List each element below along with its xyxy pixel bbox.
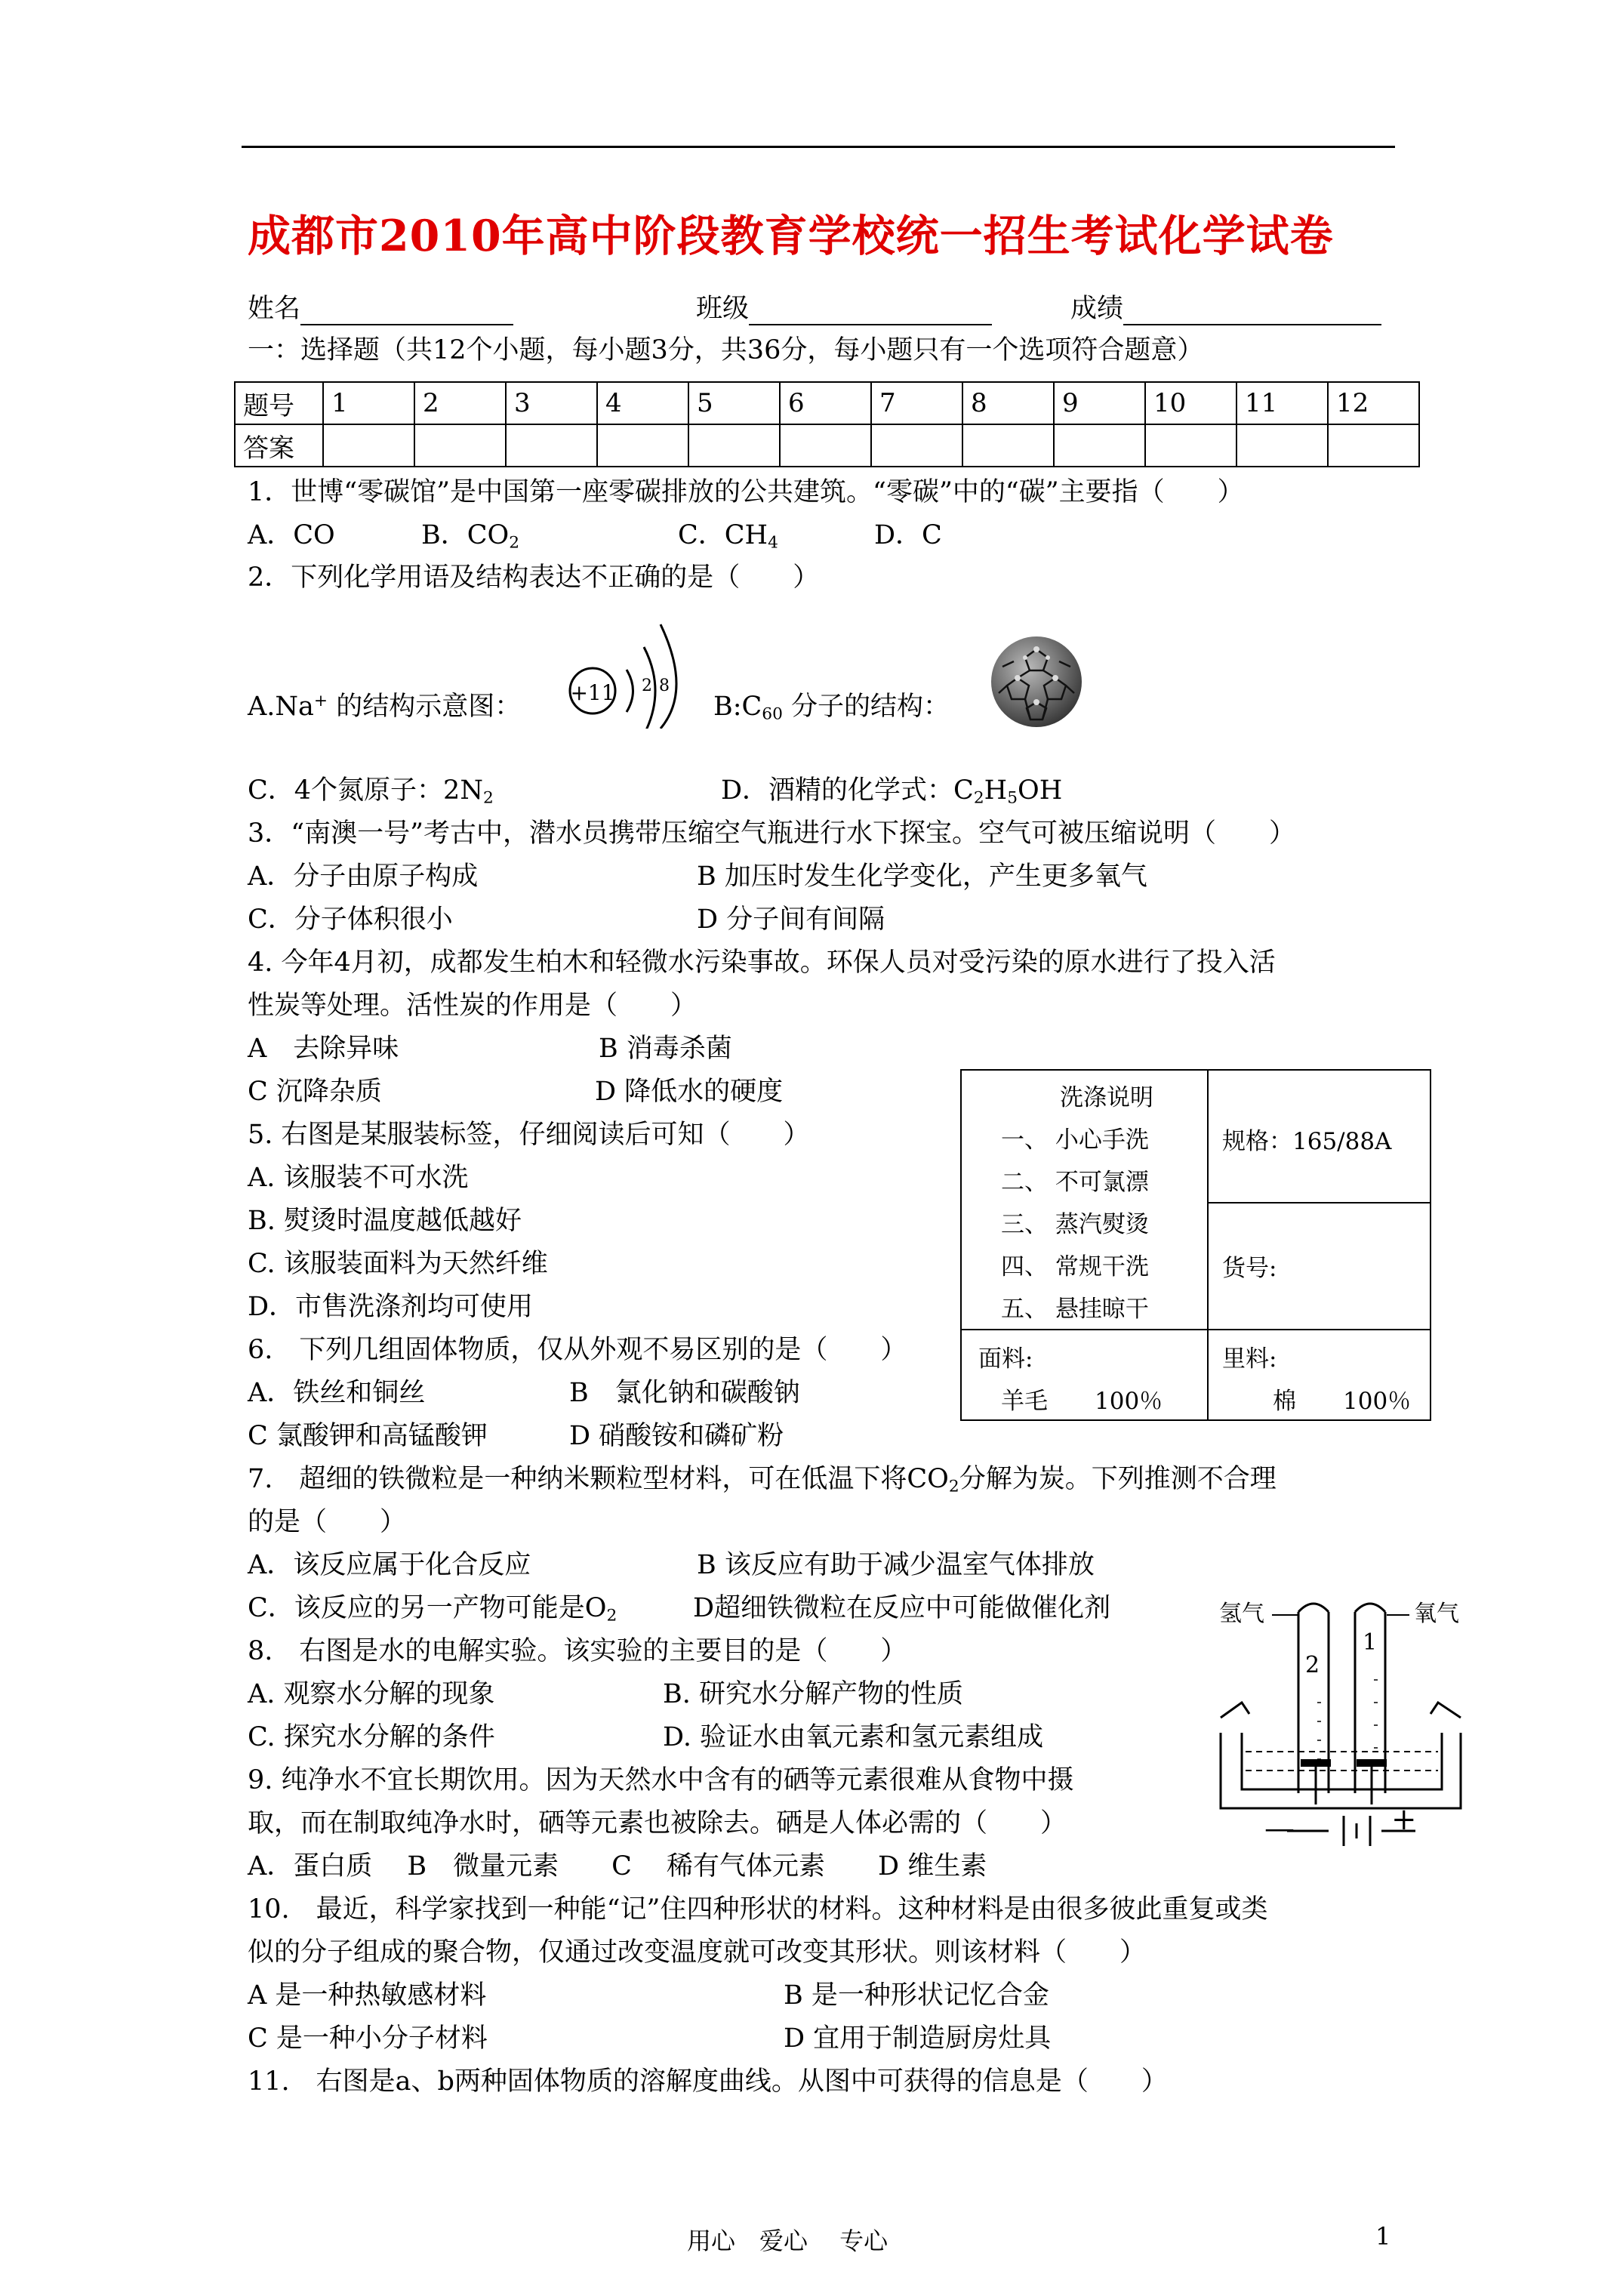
table-cell: 11	[1236, 382, 1328, 424]
table-cell: 6	[780, 382, 871, 424]
q4-option-a: A 去除异味	[248, 1034, 399, 1064]
q2-option-d	[721, 774, 1062, 807]
q7-stem-sub: 2	[948, 1477, 959, 1496]
class-field[interactable]	[696, 292, 992, 325]
name-blank[interactable]	[300, 297, 513, 325]
answer-cell[interactable]	[414, 424, 506, 467]
label-lining-value: 棉 100％	[1273, 1388, 1412, 1415]
na-shell-2-count: 8	[659, 676, 670, 695]
label-divider	[1207, 1329, 1209, 1419]
q5-option-c: C. 该服装面料为天然纤维	[248, 1249, 548, 1279]
question-11-stem: 11. 右图是a、b两种固体物质的溶解度曲线。从图中可获得的信息是（ ）	[248, 2066, 1168, 2097]
q2-option-a	[248, 690, 521, 723]
answer-cell[interactable]	[323, 424, 414, 467]
table-cell: 3	[506, 382, 597, 424]
hydrogen-label: 氢气	[1219, 1601, 1264, 1627]
section-heading: 一：选择题（共12个小题，每小题3分，共36分，每小题只有一个选项符合题意）	[248, 335, 1204, 365]
q6-option-b: B 氯化钠和碳酸钠	[569, 1378, 800, 1408]
q7-option-c	[248, 1592, 617, 1625]
name-field[interactable]	[248, 292, 513, 325]
q9-options: A．蛋白质 B 微量元素 C 稀有气体元素 D 维生素	[248, 1851, 987, 1881]
q1-option-b-text: B．CO	[421, 520, 510, 550]
score-blank[interactable]	[1123, 297, 1381, 325]
q2-a-prefix: A.Na	[248, 692, 314, 722]
question-3-stem: 3．“南澳一号”考古中，潜水员携带压缩空气瓶进行水下探宝。空气可被压缩说明（ ）	[248, 818, 1296, 849]
q2-option-c	[248, 774, 494, 807]
tube-2-label: 2	[1305, 1652, 1320, 1678]
q1-option-c-sub: 4	[768, 533, 778, 553]
label-divider	[1207, 1202, 1430, 1203]
question-2-stem: 2．下列化学用语及结构表达不正确的是（ ）	[248, 562, 820, 593]
label-spec: 规格：165/88A	[1222, 1128, 1392, 1155]
wash-instructions-title: 洗涤说明	[1060, 1084, 1153, 1111]
name-label: 姓名	[248, 294, 301, 324]
table-row	[235, 382, 1419, 424]
answer-cell[interactable]	[1236, 424, 1328, 467]
q7-option-b: B 该反应有助于减少温室气体排放	[697, 1550, 1095, 1580]
question-5-stem: 5. 右图是某服装标签，仔细阅读后可知（ ）	[248, 1120, 810, 1150]
table-cell: 2	[414, 382, 506, 424]
question-7-stem-1	[248, 1462, 1277, 1496]
q10-option-d: D 宜用于制造厨房灶具	[784, 2023, 1052, 2054]
q3-option-c: C．分子体积很小	[248, 905, 453, 935]
c60-molecule-image	[987, 633, 1086, 731]
q7-option-a: A．该反应属于化合反应	[248, 1550, 531, 1580]
q7-stem-part2: 分解为炭。下列推测不合理	[959, 1464, 1277, 1494]
q2-a-suffix: 的结构示意图：	[328, 692, 522, 722]
q2-c-sub: 2	[482, 788, 494, 808]
question-10-stem-2: 似的分子组成的聚合物，仅通过改变温度就可改变其形状。则该材料（ ）	[248, 1937, 1147, 1968]
clothing-label-figure	[960, 1069, 1431, 1421]
table-cell: 9	[1054, 382, 1145, 424]
negative-terminal-label: —	[1264, 1811, 1295, 1846]
q2-c-text: C．4个氮原子：2N	[248, 775, 483, 806]
positive-terminal-label: +	[1391, 1802, 1417, 1837]
q7-c-text: C．该反应的另一产物可能是O	[248, 1593, 607, 1623]
q2-d-mid: H	[984, 775, 1008, 806]
table-cell: 4	[597, 382, 688, 424]
label-divider	[962, 1329, 1430, 1330]
question-8-stem: 8. 右图是水的电解实验。该实验的主要目的是（ ）	[248, 1636, 907, 1666]
question-4-stem-2: 性炭等处理。活性炭的作用是（ ）	[248, 991, 698, 1021]
q3-option-d: D 分子间有间隔	[697, 905, 885, 935]
question-1-stem: 1．世博“零碳馆”是中国第一座零碳排放的公共建筑。“零碳”中的“碳”主要指（ ）	[248, 477, 1244, 507]
q2-d-text: D．酒精的化学式：C	[721, 775, 974, 806]
score-label: 成绩	[1070, 294, 1124, 324]
q4-option-c: C 沉降杂质	[248, 1077, 382, 1107]
q1-option-a: A．CO	[248, 520, 335, 550]
answer-cell[interactable]	[1145, 424, 1236, 467]
q3-option-a: A．分子由原子构成	[248, 861, 479, 892]
question-7-stem-2: 的是（ ）	[248, 1507, 407, 1537]
answer-table	[234, 381, 1420, 467]
oxygen-label: 氧气	[1414, 1601, 1459, 1627]
question-4-stem-1: 4. 今年4月初，成都发生柏木和轻微水污染事故。环保人员对受污染的原水进行了投入活	[248, 948, 1276, 978]
table-cell: 10	[1145, 382, 1236, 424]
class-blank[interactable]	[749, 297, 992, 325]
sodium-ion-diagram	[555, 615, 691, 729]
water-electrolysis-figure	[1212, 1589, 1472, 1850]
q1-option-c	[678, 519, 778, 552]
answer-cell[interactable]	[1054, 424, 1145, 467]
q2-b-suffix: 分子的结构：	[782, 692, 950, 722]
q7-stem-part1: 7. 超细的铁微粒是一种纳米颗粒型材料，可在低温下将CO	[248, 1464, 949, 1494]
q10-option-b: B 是一种形状记忆合金	[784, 1980, 1049, 2011]
q2-d-end: OH	[1018, 775, 1063, 806]
answer-cell[interactable]	[780, 424, 871, 467]
table-cell: 7	[871, 382, 962, 424]
question-9-stem-2: 取，而在制取纯净水时，硒等元素也被除去。硒是人体必需的（ ）	[248, 1808, 1067, 1838]
q8-option-d: D. 验证水由氧元素和氢元素组成	[663, 1722, 1044, 1752]
table-cell: 8	[962, 382, 1054, 424]
q5-option-d: D．市售洗涤剂均可使用	[248, 1292, 534, 1322]
answer-cell[interactable]	[871, 424, 962, 467]
top-rule	[242, 146, 1395, 148]
q7-option-d: D超细铁微粒在反应中可能做催化剂	[693, 1593, 1111, 1623]
wash-instruction-item: 三、 蒸汽熨烫	[1001, 1211, 1149, 1238]
label-divider	[1207, 1071, 1209, 1329]
page-title: 成都市2010年高中阶段教育学校统一招生考试化学试卷	[248, 211, 1334, 261]
q8-option-b: B. 研究水分解产物的性质	[663, 1679, 963, 1709]
label-fabric: 面料:	[978, 1345, 1033, 1373]
q5-option-a: A. 该服装不可水洗	[248, 1163, 469, 1193]
table-header-answer: 答案	[235, 424, 323, 467]
q5-option-b: B. 熨烫时温度越低越好	[248, 1206, 522, 1236]
label-item-number: 货号:	[1222, 1255, 1277, 1282]
q1-option-b	[421, 519, 519, 552]
wash-instruction-item: 五、 悬挂晾干	[1001, 1296, 1149, 1323]
answer-cell[interactable]	[1328, 424, 1419, 467]
tube-1-label: 1	[1363, 1629, 1378, 1656]
answer-cell[interactable]	[688, 424, 780, 467]
answer-cell[interactable]	[597, 424, 688, 467]
page-number: 1	[1375, 2222, 1391, 2251]
page-footer: 用心 爱心 专心	[687, 2227, 888, 2255]
table-header-number: 题号	[235, 382, 323, 424]
na-shell-1-count: 2	[642, 676, 652, 695]
answer-cell[interactable]	[506, 424, 597, 467]
label-lining: 里料:	[1222, 1345, 1277, 1373]
q6-option-c: C 氯酸钾和高锰酸钾	[248, 1421, 488, 1451]
q8-option-a: A. 观察水分解的现象	[248, 1679, 495, 1709]
question-10-stem-1: 10. 最近，科学家找到一种能“记”住四种形状的材料。这种材料是由很多彼此重复或类	[248, 1894, 1268, 1925]
q1-option-b-sub: 2	[509, 533, 520, 553]
wash-instruction-item: 一、 小心手洗	[1001, 1126, 1149, 1154]
q8-option-c: C. 探究水分解的条件	[248, 1722, 495, 1752]
class-label: 班级	[696, 294, 750, 324]
q10-option-c: C 是一种小分子材料	[248, 2023, 488, 2054]
q3-option-b: B 加压时发生化学变化，产生更多氧气	[697, 861, 1147, 892]
q2-d-sub1: 2	[973, 788, 984, 808]
q1-option-c-text: C．CH	[678, 520, 768, 550]
q2-d-sub2: 5	[1007, 788, 1018, 808]
q1-option-d: D．C	[874, 520, 942, 550]
q10-option-a: A 是一种热敏感材料	[248, 1980, 487, 2011]
q6-option-a: A．铁丝和铜丝	[248, 1378, 426, 1408]
q7-c-sub: 2	[606, 1606, 617, 1626]
table-cell: 12	[1328, 382, 1419, 424]
q6-option-d: D 硝酸铵和磷矿粉	[569, 1421, 784, 1451]
q4-option-b: B 消毒杀菌	[599, 1034, 732, 1064]
table-cell: 1	[323, 382, 414, 424]
q2-b-sub: 60	[762, 704, 783, 724]
wash-instruction-item: 二、 不可氯漂	[1001, 1169, 1149, 1196]
wash-instruction-item: 四、 常规干洗	[1001, 1253, 1149, 1281]
q2-option-b	[713, 690, 950, 723]
q4-option-d: D 降低水的硬度	[595, 1077, 784, 1107]
score-field[interactable]	[1070, 292, 1381, 325]
answer-cell[interactable]	[962, 424, 1054, 467]
question-9-stem-1: 9. 纯净水不宜长期饮用。因为天然水中含有的硒等元素很难从食物中摄	[248, 1765, 1074, 1795]
q2-b-prefix: B:C	[713, 692, 762, 722]
question-6-stem: 6. 下列几组固体物质，仅从外观不易区别的是（ ）	[248, 1335, 907, 1365]
label-fabric-value: 羊毛 100％	[1001, 1388, 1163, 1415]
table-row	[235, 424, 1419, 467]
table-cell: 5	[688, 382, 780, 424]
q2-a-sup: +	[313, 692, 328, 711]
na-nucleus-label: +11	[570, 680, 615, 705]
